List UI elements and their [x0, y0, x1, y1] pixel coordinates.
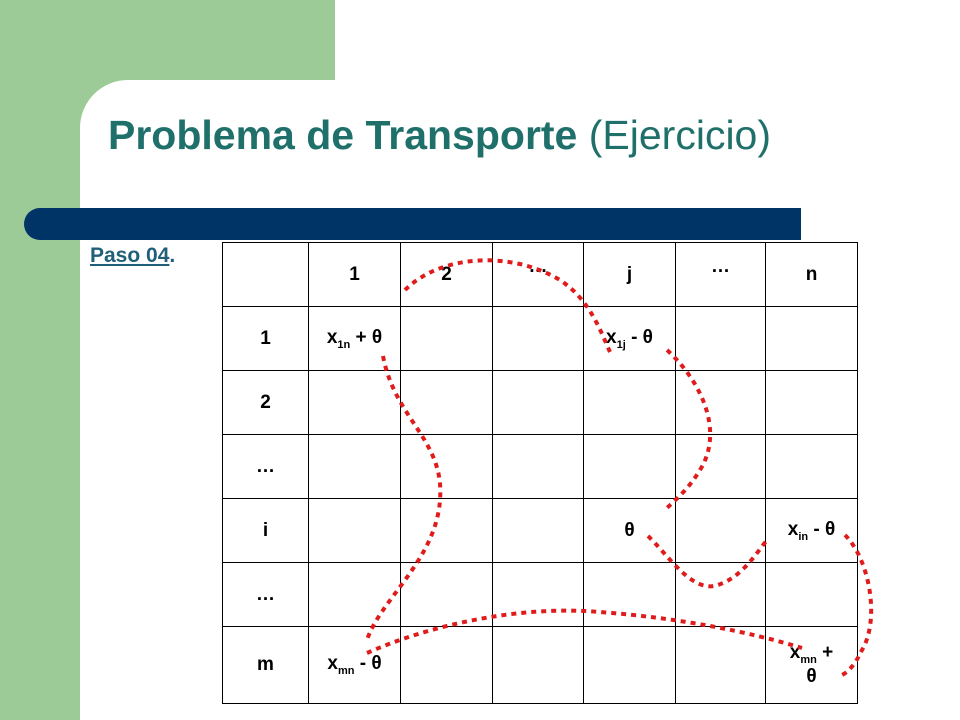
col-header-dots-2-text: …	[711, 255, 730, 277]
row-header: 1	[223, 307, 309, 371]
table-cell	[766, 435, 858, 499]
table-cell	[584, 499, 676, 563]
table-cell	[766, 627, 858, 704]
cell-tail: - θ	[625, 326, 653, 348]
table-cell	[584, 435, 676, 499]
row-header: 2	[223, 371, 309, 435]
cell-tail: +	[816, 642, 834, 664]
header-row	[223, 243, 858, 307]
table-row	[223, 307, 858, 371]
cell-main: x	[327, 653, 338, 675]
row-header: …	[223, 435, 309, 499]
row-header: …	[223, 563, 309, 627]
corner-cell	[223, 243, 309, 307]
title-normal: (Ejercicio)	[588, 112, 772, 158]
table-cell	[493, 499, 584, 563]
cell-subscript: 1j	[616, 338, 626, 351]
col-header-2: 2	[401, 243, 493, 307]
table-cell	[676, 435, 766, 499]
col-header-n: n	[766, 243, 858, 307]
table-cell	[584, 307, 676, 371]
table-cell	[493, 563, 584, 627]
table-cell	[584, 627, 676, 704]
table-cell	[401, 307, 493, 371]
table-cell	[401, 371, 493, 435]
cell-main: x	[787, 518, 799, 540]
cell-subscript: in	[798, 530, 809, 543]
cell-tail: + θ	[350, 326, 383, 348]
slide-title	[108, 112, 771, 159]
cell-subscript: mn	[800, 653, 817, 666]
table-cell	[401, 563, 493, 627]
col-header-1: 1	[309, 243, 401, 307]
table-row	[223, 435, 858, 499]
table-cell	[401, 499, 493, 563]
table-cell	[584, 563, 676, 627]
cell-main: x	[326, 326, 338, 348]
table-row	[223, 563, 858, 627]
col-header-dots-1-text: …	[528, 255, 548, 277]
table-cell	[309, 435, 401, 499]
title-underline-bar	[24, 208, 801, 240]
table-row	[223, 499, 858, 563]
table-cell	[309, 307, 401, 371]
row-header: m	[223, 627, 309, 704]
title-bold: Problema de Transporte	[108, 112, 578, 158]
table-cell	[676, 627, 766, 704]
table-cell	[309, 499, 401, 563]
table-cell	[309, 627, 401, 704]
table-cell	[766, 307, 858, 371]
table-cell	[493, 307, 584, 371]
transport-table	[222, 242, 858, 704]
step-label-period: .	[169, 244, 176, 267]
table-cell	[493, 435, 584, 499]
table-cell	[766, 563, 858, 627]
table-cell	[766, 371, 858, 435]
table-cell	[309, 563, 401, 627]
table-cell	[676, 307, 766, 371]
table-cell	[676, 499, 766, 563]
table-cell	[766, 499, 858, 563]
cell-main: x	[789, 642, 801, 664]
cell-line2: θ	[806, 665, 817, 687]
table-cell	[401, 435, 493, 499]
cell-main: θ	[624, 519, 635, 541]
row-header: i	[223, 499, 309, 563]
table-row	[223, 627, 858, 704]
table-cell	[309, 371, 401, 435]
table-row	[223, 371, 858, 435]
table-cell	[401, 627, 493, 704]
table-cell	[676, 563, 766, 627]
table-cell	[584, 371, 676, 435]
cell-tail: - θ	[808, 518, 836, 540]
table-cell	[493, 627, 584, 704]
table-cell	[676, 371, 766, 435]
col-header-dots-2	[676, 243, 766, 307]
cell-main: x	[606, 326, 617, 348]
cell-subscript: mn	[337, 664, 355, 677]
cell-tail: - θ	[354, 653, 382, 675]
step-label	[90, 244, 175, 268]
step-label-text: Paso 04	[90, 244, 170, 267]
col-header-j: j	[584, 243, 676, 307]
cell-subscript: 1n	[337, 338, 351, 351]
table-cell	[493, 371, 584, 435]
col-header-dots-1	[493, 243, 584, 307]
